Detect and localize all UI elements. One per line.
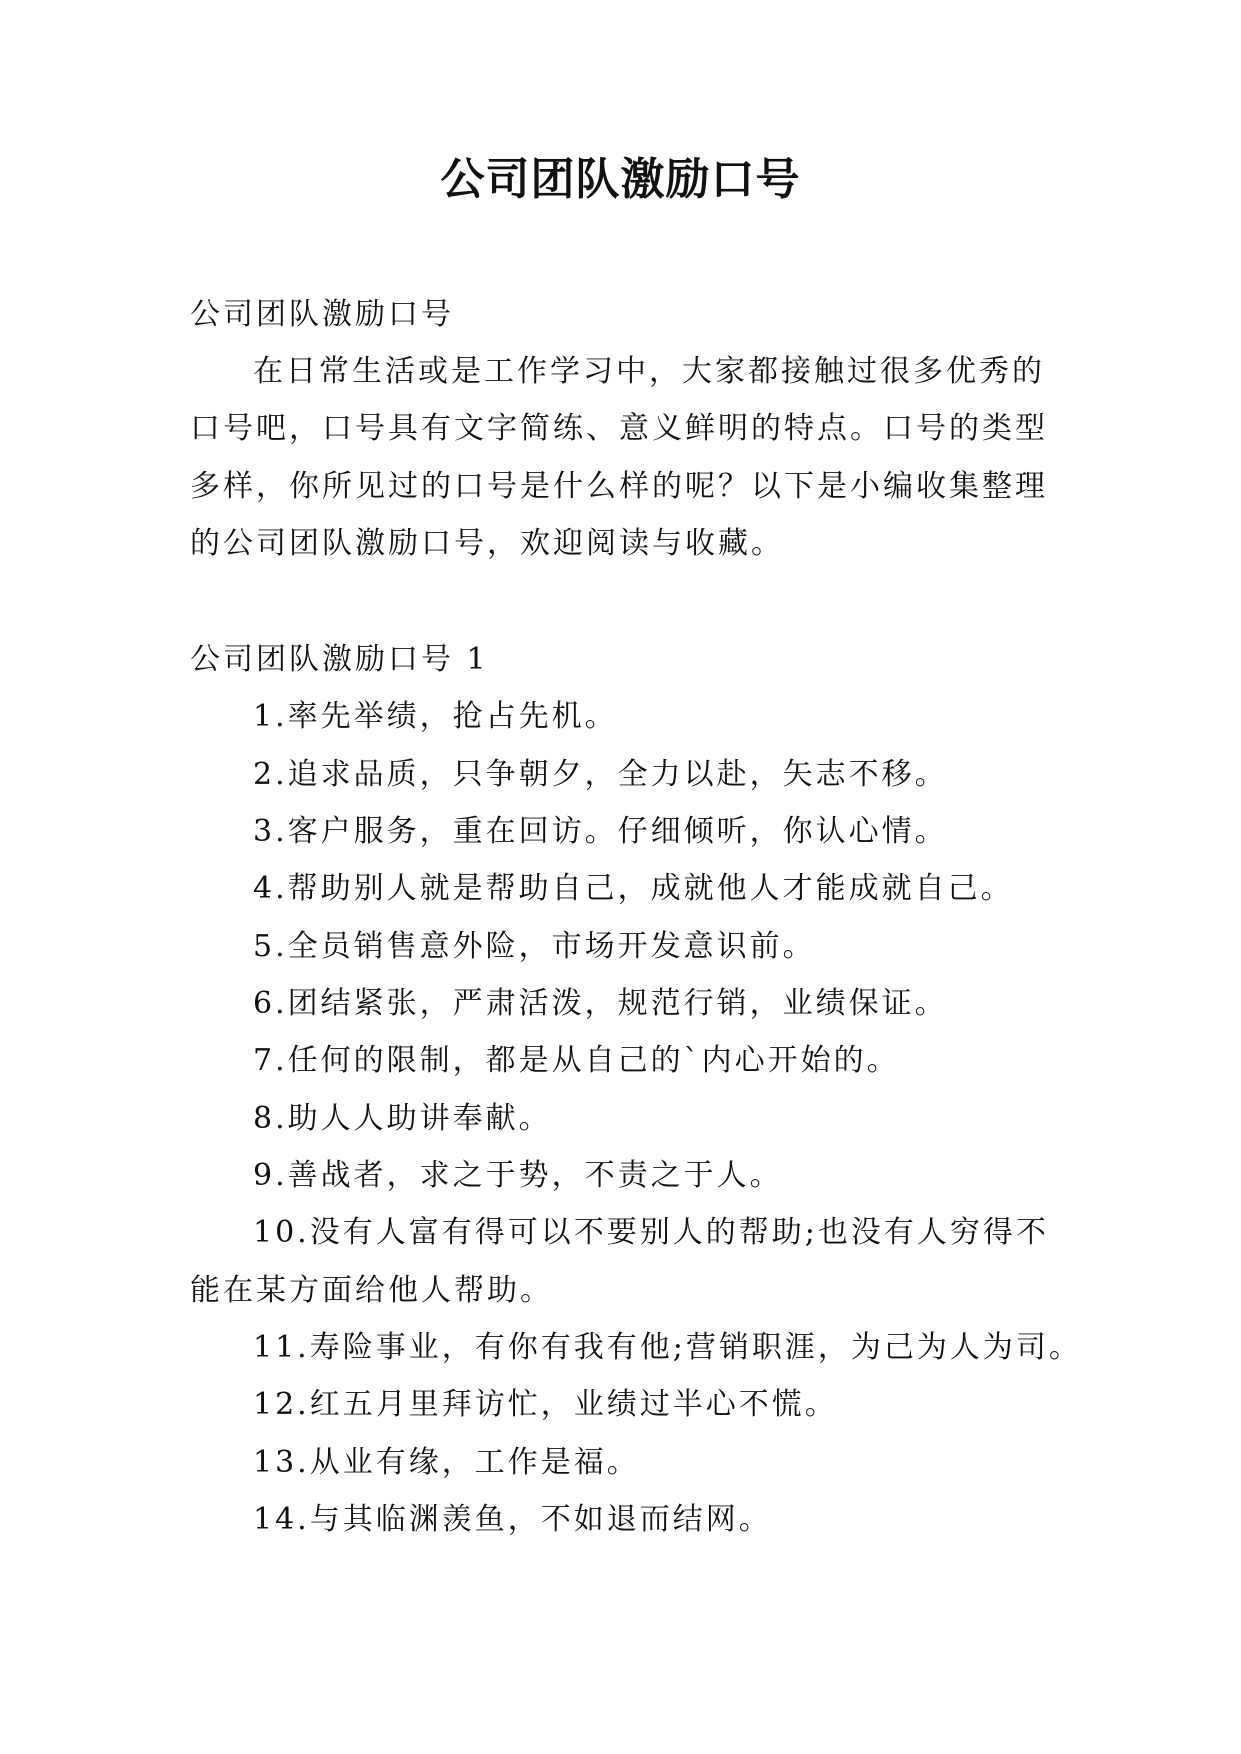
list-item: 11.寿险事业，有你有我有他;营销职涯，为己为人为司。 <box>253 1330 1082 1365</box>
subtitle: 公司团队激励口号 <box>190 297 454 332</box>
list-item: 5.全员销售意外险，市场开发意识前。 <box>253 929 816 964</box>
section-heading: 公司团队激励口号 1 <box>190 642 489 677</box>
intro-line: 多样，你所见过的口号是什么样的呢？以下是小编收集整理 <box>190 469 1048 504</box>
list-item: 9.善战者，求之于势，不责之于人。 <box>253 1158 783 1193</box>
intro-line: 的公司团队激励口号，欢迎阅读与收藏。 <box>190 526 784 561</box>
page-title: 公司团队激励口号 <box>440 154 801 205</box>
list-item: 3.客户服务，重在回访。仔细倾听，你认心情。 <box>253 814 948 849</box>
list-item: 13.从业有缘，工作是福。 <box>253 1445 640 1480</box>
list-item-continuation: 能在某方面给他人帮助。 <box>190 1273 553 1308</box>
list-item: 2.追求品质，只争朝夕，全力以赴，矢志不移。 <box>253 757 948 792</box>
list-item: 1.率先举绩，抢占先机。 <box>253 699 618 734</box>
list-item: 7.任何的限制，都是从自己的`内心开始的。 <box>253 1043 900 1078</box>
list-item: 4.帮助别人就是帮助自己，成就他人才能成就自己。 <box>253 871 1014 906</box>
list-item: 6.团结紧张，严肃活泼，规范行销，业绩保证。 <box>253 986 948 1021</box>
intro-line: 口号吧，口号具有文字简练、意义鲜明的特点。口号的类型 <box>190 411 1048 446</box>
list-item: 8.助人人助讲奉献。 <box>253 1101 552 1136</box>
list-item: 12.红五月里拜访忙，业绩过半心不慌。 <box>253 1387 838 1422</box>
list-item: 14.与其临渊羡鱼，不如退而结网。 <box>253 1502 772 1537</box>
list-item: 10.没有人富有得可以不要别人的帮助;也没有人穷得不 <box>253 1215 1049 1250</box>
intro-line: 在日常生活或是工作学习中，大家都接触过很多优秀的 <box>253 354 1045 389</box>
